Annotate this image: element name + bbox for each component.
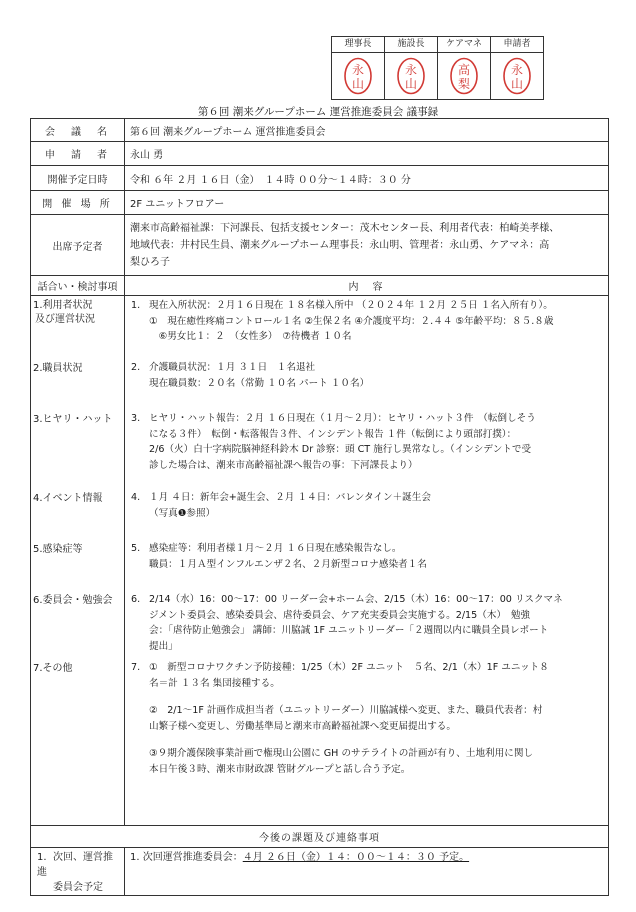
next-meeting-num: 1. <box>130 852 140 863</box>
item-line <box>131 608 604 624</box>
item-line-text: ① 現在癒性疼痛コントロール１名 ②生保２名 ④介護度平均：２.４４ ⑤年齢平均：８５.８歳 <box>149 315 554 327</box>
header-row-venue <box>31 191 609 215</box>
item-line-text: 2/14（水）16：00～17：00 リーダー会+ホーム会、2/15（木）16：00～17：00 リスクマネ <box>149 594 563 605</box>
seal-cell-chairman <box>332 53 385 100</box>
hanko-seal-applicant <box>502 57 532 95</box>
item-line <box>131 360 604 376</box>
next-meeting-label-num: 1. <box>37 852 47 863</box>
item-body-5 <box>131 541 604 572</box>
item-line <box>131 746 604 762</box>
item-line-text: 提出」 <box>149 640 178 652</box>
item-line <box>131 557 604 573</box>
item-line-text: になる３件） 転倒・転落報告３件、インシデント報告 １件（転倒により頭部打撲）： <box>149 428 517 440</box>
item-label-5: 5.感染症等 <box>33 544 83 555</box>
next-meeting-date: ４月 ２６日（金）１４：００～１４：３０ 予定。 <box>242 852 470 863</box>
item-line <box>131 427 604 443</box>
next-meeting-label-line: 次回、運営推進 <box>37 852 113 878</box>
agenda-item-contents <box>125 296 609 826</box>
item-line-number: 7. <box>131 662 141 673</box>
seal-character: 永 <box>351 63 365 77</box>
item-line-text: ⑥男女比１：２ （女性多） ⑦待機者 １０名 <box>149 331 352 343</box>
item-body-7 <box>131 660 604 778</box>
item-line-text: 会：「虐待防止勉強会」 講師：川脇誠 1F ユニットリーダー「２週間以内に職員全員レポート <box>149 625 549 637</box>
item-line-text: 名＝計 １３名 集団接種する。 <box>149 677 280 689</box>
seal-character: 山 <box>351 77 365 91</box>
next-meeting-label-line: 委員会予定 <box>53 882 103 893</box>
item-line-text: 診した場合は、潮来市高齢福祉課へ報告の事：下河課長より） <box>149 459 418 471</box>
seal-character: 山 <box>510 77 524 91</box>
agenda-item-labels <box>31 296 125 826</box>
seal-character: 山 <box>404 77 418 91</box>
item-line-text: 感染症等：利用者様１月～２月 １６日現在感染報告なし。 <box>149 543 402 554</box>
item-line-text: ② 2/1～1F 計画作成担当者（ユニットリーダー）川脇誠様へ変更、また、職員代表者：村 <box>149 705 543 717</box>
item-line-text: 介護職員状況：１月 ３１日 １名退社 <box>149 362 316 373</box>
item-label-2: 2.職員状況 <box>33 363 83 374</box>
next-meeting-label <box>31 848 125 896</box>
item-line-number <box>131 376 149 392</box>
item-line <box>131 676 604 692</box>
item-line-number: 1. <box>131 300 141 311</box>
stamp-label-director: 施設長 <box>385 37 438 53</box>
item-body-4 <box>131 490 604 521</box>
item-line <box>131 298 604 314</box>
item-line <box>131 592 604 608</box>
item-line-number <box>131 314 149 330</box>
item-line-text: 現在入所状況：２月１６日現在 １８名様入所中 （２０２４年 １２月 ２５日 １名入所有り）。 <box>149 300 553 311</box>
seal-character: 高 <box>457 63 471 77</box>
next-meeting-text: 次回運営推進委員会： <box>142 852 243 863</box>
item-line <box>131 623 604 639</box>
item-line-number <box>131 762 149 778</box>
item-line-number <box>131 746 149 762</box>
item-line-text: 本日午後３時、潮来市財政課 管財グループと話し合う予定。 <box>149 763 411 775</box>
item-line-number: 3. <box>131 413 141 424</box>
next-meeting-content <box>125 848 609 896</box>
document-title: 第６回 潮来グループホーム 運営推進委員会 議事録 <box>197 106 439 118</box>
item-line-text: 職員：１月Ａ型インフルエンザ２名、２月新型コロナ感染者１名 <box>149 558 427 570</box>
item-line-number: 5. <box>131 543 141 554</box>
item-line <box>131 719 604 735</box>
attendees-label: 出席予定者 <box>31 215 125 276</box>
item-body-3 <box>131 411 604 473</box>
item-line-number <box>131 427 149 443</box>
stamp-label-applicant: 申請者 <box>491 37 544 53</box>
item-line <box>131 506 604 522</box>
attendees-line: 潮来市高齢福祉課：下河課長、包括支援センター：茂木センター長、利用者代表：柏崎美孝様、 <box>130 222 560 234</box>
item-label-4: 4.イベント情報 <box>33 493 103 504</box>
meeting-name-label: 会 議 名 <box>31 119 125 142</box>
agenda-content-heading: 内 容 <box>125 276 609 296</box>
stamp-label-caremanager: ケアマネ <box>438 37 491 53</box>
item-line <box>131 329 604 345</box>
datetime-value: 令和 ６年 ２月 １６日（金） １４時 ００分～１４時：３０ 分 <box>125 166 609 191</box>
hanko-seal-caremanager <box>449 57 479 95</box>
item-line-number <box>131 623 149 639</box>
item-line <box>131 458 604 474</box>
item-line <box>131 490 604 506</box>
item-body-2 <box>131 360 604 391</box>
paragraph-gap <box>131 734 604 746</box>
item-line <box>131 442 604 458</box>
seal-cell-applicant <box>491 53 544 100</box>
item-label-line: 1.利用者状況 <box>33 300 93 311</box>
attendees-value <box>125 215 609 276</box>
item-line-text: ③９期介護保険事業計画で権現山公園に GH のサテライトの計画が有り、土地利用に関し <box>149 748 534 760</box>
seal-cell-caremanager <box>438 53 491 100</box>
hanko-seal-chairman <box>343 57 373 95</box>
item-line-number <box>131 458 149 474</box>
agenda-topic-heading: 話合い・検討事項 <box>31 276 125 296</box>
seal-character: 梨 <box>457 77 471 91</box>
item-label-3: 3.ヒヤリ・ハット <box>33 414 113 425</box>
header-row-attendees <box>31 215 609 276</box>
item-line <box>131 762 604 778</box>
venue-label: 開 催 場 所 <box>31 191 125 215</box>
item-line-number <box>131 703 149 719</box>
item-line-text: ヒヤリ・ハット報告：２月 １６日現在（１月～２月）：ヒヤリ・ハット３件 （転倒しそう <box>149 413 536 424</box>
item-line-number <box>131 506 149 522</box>
applicant-value: 永山 勇 <box>125 142 609 166</box>
item-line-text: ジメント委員会、感染委員会、虐待委員会、ケア充実委員会実施する。2/15（木） 勉強 <box>149 609 531 621</box>
item-line-number: 2. <box>131 362 141 373</box>
item-line <box>131 411 604 427</box>
attendees-line: 地域代表：井村民生員、潮来グループホーム理事長：永山明、管理者：永山勇、ケアマネ：高 <box>130 239 550 251</box>
agenda-items-row <box>31 296 609 826</box>
seal-character: 永 <box>510 63 524 77</box>
item-body-6 <box>131 592 604 654</box>
item-line-text: 2/6（火）白十字病院脳神経科鈴木 Dr 診察：頭 CT 施行し異常なし。（インシデントで受 <box>149 444 532 456</box>
item-line-number <box>131 676 149 692</box>
item-line-text: 山繁子様へ変更し、労働基準局と潮来市高齢福祉課へ変更届提出する。 <box>149 720 456 732</box>
item-line-number <box>131 442 149 458</box>
header-row-meeting-name <box>31 119 609 142</box>
item-body-1 <box>131 298 604 345</box>
venue-value: 2F ユニットフロアー <box>125 191 609 215</box>
applicant-label: 申 請 者 <box>31 142 125 166</box>
item-line-number <box>131 719 149 735</box>
footer-heading-row <box>31 826 609 848</box>
meeting-name-value: 第６回 潮来グループホーム 運営推進委員会 <box>125 119 609 142</box>
item-line-number <box>131 608 149 624</box>
attendees-line: 梨ひろ子 <box>130 256 170 268</box>
item-line-number <box>131 639 149 655</box>
next-meeting-row <box>31 848 609 896</box>
item-line-text: （写真❶参照） <box>149 507 216 519</box>
item-line-number: 4. <box>131 492 141 503</box>
item-line-number: 6. <box>131 594 141 605</box>
hanko-seal-director <box>396 57 426 95</box>
approval-stamp-table <box>331 36 544 100</box>
item-line <box>131 541 604 557</box>
item-line <box>131 314 604 330</box>
stamp-label-chairman: 理事長 <box>332 37 385 53</box>
seal-cell-director <box>385 53 438 100</box>
header-row-applicant <box>31 142 609 166</box>
datetime-label: 開催予定日時 <box>31 166 125 191</box>
item-line-text: 現在職員数：２０名（常勤 １０名 パート １０名） <box>149 377 370 389</box>
header-row-datetime <box>31 166 609 191</box>
item-line-number <box>131 329 149 345</box>
item-line <box>131 376 604 392</box>
future-issues-heading: 今後の課題及び連絡事項 <box>31 826 609 848</box>
item-line-text: ① 新型コロナワクチン予防接種：1/25（木）2F ユニット ５名、2/1（木）1F ユニット８ <box>149 662 549 673</box>
paragraph-gap <box>131 691 604 703</box>
item-line-text: １月 ４日：新年会+誕生会、２月 １４日：バレンタイン＋誕生会 <box>149 492 431 503</box>
item-line <box>131 660 604 676</box>
seal-character: 永 <box>404 63 418 77</box>
minutes-table <box>30 118 609 896</box>
item-label-7: 7.その他 <box>33 663 73 674</box>
item-label-line: 及び運営状況 <box>35 314 95 325</box>
agenda-header-row <box>31 276 609 296</box>
item-line-number <box>131 557 149 573</box>
item-line <box>131 639 604 655</box>
item-label-6: 6.委員会・勉強会 <box>33 595 113 606</box>
item-label-1 <box>33 299 95 327</box>
item-line <box>131 703 604 719</box>
